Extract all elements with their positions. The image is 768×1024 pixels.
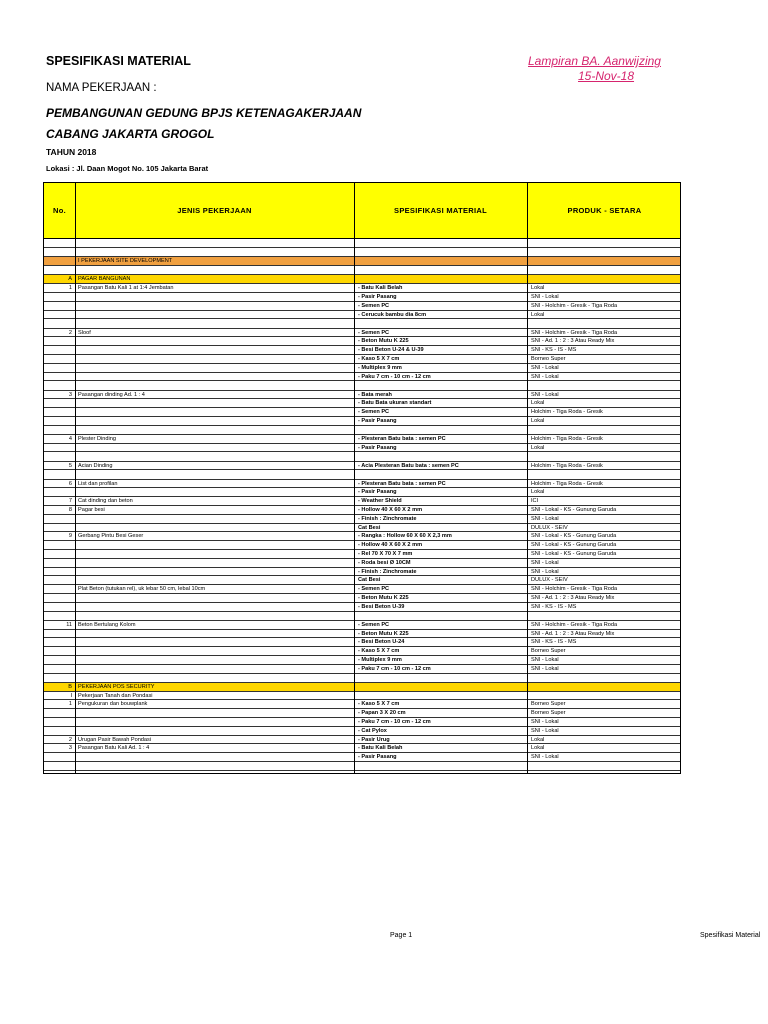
row-number (44, 346, 75, 354)
row-product: SNI - Lokal (531, 718, 559, 725)
row-spec: - Multiplex 9 mm (358, 364, 402, 371)
row-number (44, 550, 75, 558)
row-spec: - Beton Mutu K 225 (358, 338, 409, 345)
row-product: Borneo Super (531, 701, 566, 708)
table-row (44, 275, 680, 284)
row-product: SNI - Lokal - KS - Gunung Garuda (531, 551, 617, 558)
row-job (78, 559, 354, 567)
row-number (44, 709, 75, 717)
table-row (44, 319, 680, 328)
row-job: Pekerjaan Tanah dan Pondasi (78, 692, 153, 699)
location-label: Lokasi : Jl. Daan Mogot No. 105 Jakarta Barat (46, 164, 209, 173)
row-product: Lokal (531, 285, 545, 292)
row-job (78, 364, 354, 372)
table-row (44, 753, 680, 762)
row-job (78, 488, 354, 496)
project-title-line1: PEMBANGUNAN GEDUNG BPJS KETENAGAKERJAAN (46, 106, 362, 120)
row-product: Borneo Super (531, 648, 566, 655)
row-spec: - Plesteran Batu bata : semen PC (358, 435, 446, 442)
row-number (44, 373, 75, 381)
row-spec: - Semen PC (358, 329, 390, 336)
specification-table (43, 182, 681, 774)
row-product: SNI - Lokal (531, 364, 559, 371)
row-job (78, 293, 354, 301)
row-product: Lokal (531, 417, 545, 424)
table-row (44, 541, 680, 550)
row-product: SNI - Lokal (531, 727, 559, 734)
row-product: SNI - Lokal - KS - Gunung Garuda (531, 507, 617, 514)
table-row (44, 444, 680, 453)
table-row (44, 452, 680, 461)
row-spec: - Beton Mutu K 225 (358, 595, 409, 601)
row-spec: - Rangka : Hollow 60 X 60 X 2,3 mm (358, 533, 452, 540)
table-row (44, 337, 680, 346)
row-product: SNI - Ad. 1 : 2 : 3 Atau Ready Mix (531, 630, 615, 637)
row-number (44, 488, 75, 496)
row-job (78, 311, 354, 319)
table-row (44, 524, 680, 533)
row-product: SNI - Lokal - KS - Gunung Garuda (531, 542, 617, 549)
table-row (44, 381, 680, 390)
row-job: Cat dinding dan beton (78, 498, 133, 505)
row-spec: - Rel 70 X 70 X 7 mm (358, 551, 413, 558)
row-number (44, 594, 75, 602)
row-product: SNI - Lokal - KS - Gunung Garuda (531, 533, 617, 540)
row-job (78, 638, 354, 646)
row-spec (358, 692, 528, 700)
row-spec: - Weather Shield (358, 498, 402, 505)
lampiran-reference: Lampiran BA. Aanwijzing (528, 54, 661, 68)
table-row (44, 674, 680, 683)
footer-label: Spesifikasi Material (700, 932, 761, 939)
row-product: SNI - Lokal (531, 656, 559, 663)
table-row (44, 568, 680, 577)
row-number (44, 630, 75, 638)
row-spec: - Besi Beton U-24 & U-39 (358, 347, 424, 354)
row-job (78, 541, 354, 549)
row-job (78, 524, 354, 532)
table-body (44, 239, 680, 771)
row-product: SNI - Holchim - Gresik - Tiga Roda (531, 302, 618, 309)
table-row (44, 480, 680, 489)
table-row (44, 329, 680, 338)
table-row (44, 462, 680, 471)
table-row (44, 515, 680, 524)
row-number: 2 (68, 329, 72, 336)
table-header (44, 183, 680, 239)
row-number (44, 753, 75, 761)
row-job: List dan profilan (78, 480, 118, 487)
table-row (44, 559, 680, 568)
row-product (531, 275, 681, 283)
row-job: Plat Beton (tutukan rel), uk lebar 50 cm, lebal 10cm (78, 586, 206, 593)
row-number: 4 (68, 435, 72, 442)
row-job (78, 576, 354, 584)
row-job (78, 594, 354, 602)
row-number (44, 257, 75, 265)
row-product (531, 683, 681, 691)
row-number (44, 718, 75, 726)
row-spec: - Finish : Zinchromate (358, 568, 417, 575)
row-job: Pasangan Batu Kali 1 at 1:4 Jembatan (78, 285, 174, 292)
row-spec: - Finish : Zinchromate (358, 515, 417, 522)
row-number (44, 515, 75, 523)
row-number (44, 656, 75, 664)
row-number (44, 355, 75, 363)
row-spec: - Paku 7 cm - 10 cm - 12 cm (358, 373, 431, 380)
table-row (44, 355, 680, 364)
row-job: Acian Dinding (78, 462, 113, 469)
column-divider (75, 183, 76, 773)
row-product: SNI - Lokal (531, 754, 559, 761)
row-spec: - Kaso 5 X 7 cm (358, 701, 400, 708)
row-spec: - Cat Pylox (358, 727, 387, 734)
table-row (44, 594, 680, 603)
table-row (44, 550, 680, 559)
row-product: Lokal (531, 311, 545, 318)
table-row (44, 426, 680, 435)
row-number (44, 559, 75, 567)
row-number: 3 (68, 745, 72, 752)
row-product: Lokal (531, 489, 545, 496)
row-job: PAGAR BANGUNAN (78, 276, 131, 283)
row-spec: - Besi Beton U-39 (358, 603, 405, 610)
table-row (44, 391, 680, 400)
row-job (78, 444, 354, 452)
row-number (44, 603, 75, 611)
job-name-label: NAMA PEKERJAAN : (46, 82, 157, 94)
row-product (531, 257, 681, 265)
row-product: SNI - Lokal (531, 293, 559, 300)
table-row (44, 293, 680, 302)
row-number (44, 293, 75, 301)
row-spec: - Paku 7 cm - 10 cm - 12 cm (358, 665, 431, 672)
row-number (44, 665, 75, 673)
row-spec: - Beton Mutu K 225 (358, 630, 409, 637)
row-number (44, 524, 75, 532)
row-number (44, 576, 75, 584)
row-number (44, 399, 75, 407)
row-product: DULUX - SEIV (531, 524, 568, 531)
row-job: Pengukuran dan bouwplank (78, 701, 148, 708)
table-row (44, 506, 680, 515)
row-job (78, 302, 354, 310)
row-number (44, 585, 75, 593)
table-row (44, 488, 680, 497)
row-spec: - Pasir Pasang (358, 489, 397, 496)
row-spec: - Plesteran Batu bata : semen PC (358, 480, 446, 487)
row-product: SNI - Lokal (531, 515, 559, 522)
table-row (44, 630, 680, 639)
row-product: SNI - Holchim - Gresik - Tiga Roda (531, 621, 618, 628)
table-row (44, 727, 680, 736)
table-row (44, 532, 680, 541)
row-job (78, 647, 354, 655)
row-product: ICI (531, 498, 539, 505)
row-product: Lokal (531, 444, 545, 451)
row-number: 6 (68, 480, 72, 487)
row-spec: - Semen PC (358, 302, 390, 309)
row-product: SNI - Lokal (531, 391, 559, 398)
row-job (78, 718, 354, 726)
row-job: Pasangan Batu Kali Ad. 1 : 4 (78, 745, 150, 752)
table-row (44, 399, 680, 408)
row-job (78, 753, 354, 761)
row-product: Lokal (531, 400, 545, 407)
row-number (44, 541, 75, 549)
column-header-no: No. (53, 206, 66, 215)
row-product: SNI - Holchim - Gresik - Tiga Roda (531, 329, 618, 336)
row-number: B (68, 683, 72, 690)
row-job (78, 417, 354, 425)
row-product: SNI - KS - IS - MS (531, 603, 577, 610)
table-row (44, 585, 680, 594)
row-number: A (68, 276, 72, 283)
row-spec: - Kaso 5 X 7 cm (358, 648, 400, 655)
row-spec: - Bata merah (358, 391, 392, 398)
table-row (44, 284, 680, 293)
row-job (78, 727, 354, 735)
row-job (78, 355, 354, 363)
table-row (44, 744, 680, 753)
table-row (44, 700, 680, 709)
row-product: SNI - Lokal (531, 373, 559, 380)
row-number (44, 568, 75, 576)
table-row (44, 709, 680, 718)
row-spec: - Hollow 40 X 60 X 2 mm (358, 507, 423, 514)
row-spec: - Kaso 5 X 7 cm (358, 355, 400, 362)
row-spec: - Batu Kali Belah (358, 745, 403, 752)
column-divider (354, 183, 355, 773)
table-row (44, 470, 680, 479)
row-number: 11 (66, 621, 72, 628)
row-job (78, 337, 354, 345)
table-row (44, 612, 680, 621)
row-spec: Cat Besi (358, 524, 381, 531)
row-product: SNI - Lokal (531, 568, 559, 575)
row-product (531, 692, 681, 700)
row-job: Sloof (78, 329, 91, 336)
table-row (44, 239, 680, 248)
row-number: 8 (68, 507, 72, 514)
column-header-produk: PRODUK - SETARA (567, 206, 642, 215)
table-row (44, 408, 680, 417)
row-product: SNI - KS - IS - MS (531, 639, 577, 646)
table-row (44, 257, 680, 266)
row-number (44, 444, 75, 452)
row-spec: - Semen PC (358, 586, 390, 593)
row-spec: - Semen PC (358, 409, 390, 416)
row-spec: - Acia Plesteran Batu bata : semen PC (358, 462, 459, 469)
row-job: Beton Bertulang Kolom (78, 621, 136, 628)
row-spec: - Batu Bata ukuran standart (358, 400, 432, 407)
page-number: Page 1 (390, 932, 413, 939)
row-spec (358, 683, 528, 691)
row-spec: - Hollow 40 X 60 X 2 mm (358, 542, 423, 549)
row-job (78, 656, 354, 664)
table-row (44, 692, 680, 701)
table-row (44, 364, 680, 373)
document-title: SPESIFIKASI MATERIAL (46, 54, 191, 68)
row-job (78, 373, 354, 381)
row-number (44, 638, 75, 646)
row-product: Holchim - Tiga Roda - Gresik (531, 409, 603, 416)
project-title-line2: CABANG JAKARTA GROGOL (46, 127, 215, 141)
row-job: Plester Dinding (78, 435, 116, 442)
row-product: Lokal (531, 736, 545, 743)
row-number (44, 647, 75, 655)
row-product: Holchim - Tiga Roda - Gresik (531, 462, 603, 469)
table-row (44, 647, 680, 656)
row-number: 7 (68, 498, 72, 505)
table-row (44, 665, 680, 674)
row-number: I (70, 692, 72, 699)
row-number: 1 (68, 285, 72, 292)
row-job (78, 399, 354, 407)
row-spec: - Batu Kali Belah (358, 285, 403, 292)
row-spec: - Pasir Pasang (358, 293, 397, 300)
row-number: 3 (68, 391, 72, 398)
table-row (44, 248, 680, 257)
table-row (44, 762, 680, 771)
row-number: 5 (68, 462, 72, 469)
row-job: Urugan Pasir Bawah Pondasi (78, 736, 152, 743)
row-product: Holchim - Tiga Roda - Gresik (531, 480, 603, 487)
row-number: 2 (68, 736, 72, 743)
row-number: 1 (68, 701, 72, 708)
row-number: 9 (68, 533, 72, 540)
row-number (44, 364, 75, 372)
table-row (44, 603, 680, 612)
row-spec: - Cerucuk bambu dia 8cm (358, 311, 427, 318)
row-product: DULUX - SEIV (531, 577, 568, 584)
row-spec: - Multiplex 9 mm (358, 656, 402, 663)
table-row (44, 656, 680, 665)
row-spec (358, 275, 528, 283)
row-spec: Cat Besi (358, 577, 381, 584)
row-spec (358, 257, 528, 265)
row-job (78, 346, 354, 354)
row-number (44, 408, 75, 416)
row-job (78, 603, 354, 611)
row-spec: - Semen PC (358, 621, 390, 628)
column-header-jenis-pekerjaan: JENIS PEKERJAAN (177, 206, 252, 215)
lampiran-date: 15-Nov-18 (578, 69, 635, 83)
table-row (44, 576, 680, 585)
row-product: SNI - Holchim - Gresik - Tiga Roda (531, 586, 618, 593)
table-row (44, 435, 680, 444)
column-header-spesifikasi: SPESIFIKASI MATERIAL (394, 206, 487, 215)
table-row (44, 266, 680, 275)
row-job (78, 408, 354, 416)
row-job (78, 630, 354, 638)
row-product: Borneo Super (531, 710, 566, 717)
row-job (78, 709, 354, 717)
row-job: Pasangan dinding Ad. 1 : 4 (78, 391, 145, 398)
table-row (44, 417, 680, 426)
row-job (78, 568, 354, 576)
table-row (44, 302, 680, 311)
row-number (44, 727, 75, 735)
row-product: SNI - KS - IS - MS (531, 347, 577, 354)
row-spec: - Pasir Pasang (358, 417, 397, 424)
row-spec: - Besi Beton U-24 (358, 639, 405, 646)
column-divider (527, 183, 528, 773)
table-row (44, 373, 680, 382)
table-row (44, 621, 680, 630)
table-row (44, 497, 680, 506)
row-product: SNI - Lokal (531, 559, 559, 566)
row-spec: - Roda besi Ø 10CM (358, 559, 411, 566)
year-label: TAHUN 2018 (46, 147, 97, 157)
row-job (78, 550, 354, 558)
row-product: Lokal (531, 745, 545, 752)
row-spec: - Pasir Pasang (358, 754, 397, 761)
row-product: SNI - Ad. 1 : 2 : 3 Atau Ready Mix (531, 338, 615, 345)
row-job (78, 515, 354, 523)
row-product: Holchim - Tiga Roda - Gresik (531, 435, 603, 442)
row-job: Gerbang Pintu Besi Geser (78, 533, 144, 540)
table-row (44, 718, 680, 727)
row-job: Pagar besi (78, 507, 105, 514)
table-row (44, 638, 680, 647)
row-job: I PEKERJAAN SITE DEVELOPMENT (78, 258, 173, 265)
row-job (78, 665, 354, 673)
row-product: SNI - Lokal (531, 665, 559, 672)
row-number (44, 337, 75, 345)
row-number (44, 417, 75, 425)
table-row (44, 311, 680, 320)
row-spec: - Papan 3 X 20 cm (358, 710, 406, 717)
row-product: Borneo Super (531, 355, 566, 362)
row-spec: - Pasir Pasang (358, 444, 397, 451)
table-row (44, 346, 680, 355)
table-row (44, 736, 680, 745)
row-spec: - Paku 7 cm - 10 cm - 12 cm (358, 718, 431, 725)
row-job: PEKERJAAN POS SECURITY (78, 683, 155, 690)
row-product: SNI - Ad. 1 : 2 : 3 Atau Ready Mix (531, 595, 615, 601)
table-row (44, 683, 680, 692)
row-spec: - Pasir Urug (358, 736, 390, 743)
row-number (44, 302, 75, 310)
row-number (44, 311, 75, 319)
